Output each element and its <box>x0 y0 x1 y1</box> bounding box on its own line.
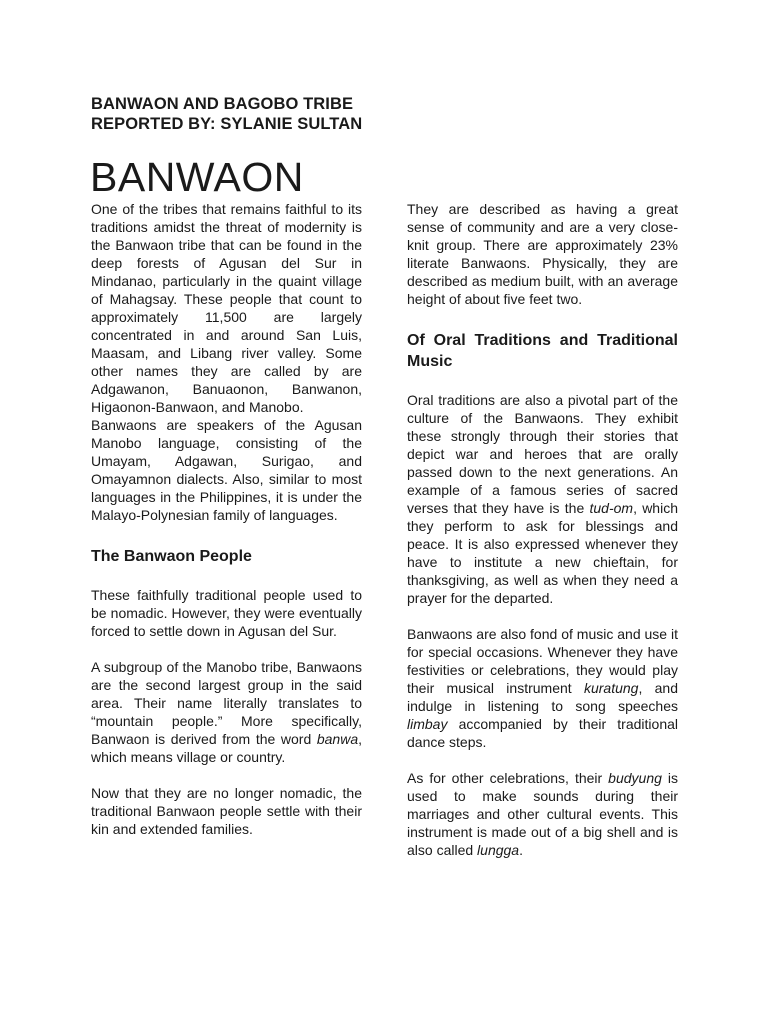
paragraph-oral-traditions: Oral traditions are also a pivotal part of the culture of the Banwaons. They exhibit these strongly through their stories that depict war and heroes that are orally passed down to the next generations. An example of a famous series of sacred verses that they have is the tud-om, which they perform to ask for blessings and peace. It is also expressed whenever they have to institute a new chieftain, for thanksgiving, as well as when they need a prayer for the departed. <box>407 392 678 606</box>
left-column <box>91 200 362 838</box>
section-heading-banwaon-people: The Banwaon People <box>91 548 252 565</box>
header-line-2: REPORTED BY: SYLANIE SULTAN <box>91 115 363 133</box>
paragraph-music: Banwaons are also fond of music and use it for special occasions. Whenever they have festivities or celebrations, they would play their musical instrument kuratung, and indulge in listening to song speeches limbay accompanied by their traditional dance steps. <box>407 626 679 750</box>
page-title: BANWAON <box>90 154 304 200</box>
paragraph-intro: One of the tribes that remains faithful to its traditions amidst the threat of modernity is the Banwaon tribe that can be found in the deep forests of Agusan del Sur in Mindanao, particularly in the quaint village of Mahagsay. These people that count to approximately 11,500 are largely concentrated in and around San Luis, Maasam, and Libang river valley. Some other names they are called by are Adgawanon, Banuaonon, Banwanon, Higaonon-Banwaon, and Manobo. <box>91 201 362 415</box>
paragraph-celebrations: As for other celebrations, their budyung is used to make sounds during their marriages and other cultural events. This instrument is made out of a big shell and is also called lungga. <box>407 770 678 858</box>
header-line-1: BANWAON AND BAGOBO TRIBE <box>91 95 354 113</box>
paragraph-nomadic: These faithfully traditional people used to be nomadic. However, they were eventually forced to settle down in Agusan del Sur. <box>91 587 362 639</box>
paragraph-community: They are described as having a great sense of community and are a very close-knit group. There are approximately 23% literate Banwaons. Physically, they are described as medium built, with an average height of about five feet two. <box>407 201 678 307</box>
section-heading-oral-traditions: Of Oral Traditions and Traditional Music <box>407 332 678 370</box>
right-column <box>407 200 678 859</box>
paragraph-language: Banwaons are speakers of the Agusan Manobo language, consisting of the Umayam, Adgawan, Surigao, and Omayamnon dialects. Also, similar to most languages in the Philippines, it is under the Malayo-Polynesian family of languages. <box>91 417 362 523</box>
paragraph-subgroup: A subgroup of the Manobo tribe, Banwaons are the second largest group in the said area. Their name literally translates to “mountain people.” More specifically, Banwaon is derived from the word banwa, which means village or country. <box>91 659 362 765</box>
document-header <box>91 94 362 134</box>
paragraph-settle: Now that they are no longer nomadic, the traditional Banwaon people settle with their kin and extended families. <box>91 785 362 837</box>
